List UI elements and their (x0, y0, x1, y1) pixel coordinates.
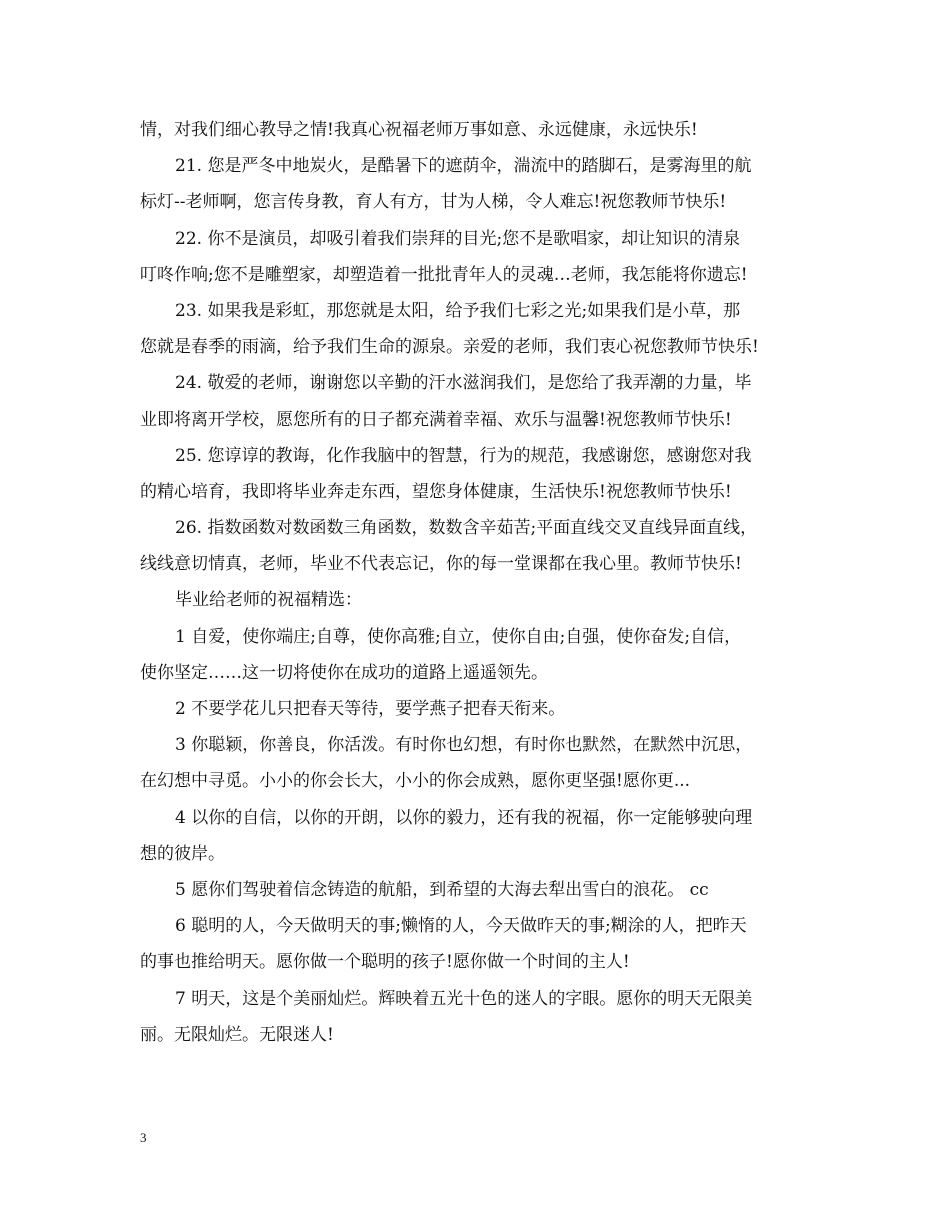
text-line: 25. 您谆谆的教诲，化作我脑中的智慧，行为的规范，我感谢您，感谢您对我 (175, 445, 752, 466)
page-number: 3 (140, 1130, 147, 1145)
text-line: 7 明天，这是个美丽灿烂。辉映着五光十色的迷人的字眼。愿你的明天无限美 (175, 988, 753, 1009)
text-line: 6 聪明的人，今天做明天的事;懒惰的人，今天做昨天的事;糊涂的人，把昨天 (175, 916, 747, 937)
text-line: 业即将离开学校，愿您所有的日子都充满着幸福、欢乐与温馨!祝您教师节快乐! (140, 409, 732, 430)
text-line: 的精心培育，我即将毕业奔走东西，望您身体健康，生活快乐!祝您教师节快乐! (140, 481, 732, 502)
text-line: 叮咚作响;您不是雕塑家，却塑造着一批批青年人的灵魂…老师，我怎能将你遗忘! (140, 264, 748, 285)
text-line: 5 愿你们驾驶着信念铸造的航船，到希望的大海去犁出雪白的浪花。 cc (175, 879, 709, 900)
text-line: 的事也推给明天。愿你做一个聪明的孩子!愿你做一个时间的主人! (140, 952, 630, 973)
text-line: 1 自爱，使你端庄;自尊，使你高雅;自立，使你自由;自强，使你奋发;自信， (175, 626, 742, 647)
document-body (140, 112, 830, 1053)
text-line: 23. 如果我是彩虹，那您就是太阳，给予我们七彩之光;如果我们是小草，那 (175, 300, 741, 321)
text-line: 标灯--老师啊，您言传身教，育人有方，甘为人梯，令人难忘!祝您教师节快乐! (140, 192, 727, 213)
text-line: 线线意切情真，老师，毕业不代表忘记，你的每一堂课都在我心里。教师节快乐! (140, 554, 742, 575)
text-line: 22. 你不是演员，却吸引着我们崇拜的目光;您不是歌唱家，却让知识的清泉 (175, 228, 741, 249)
text-line: 3 你聪颖，你善良，你活泼。有时你也幻想，有时你也默然，在默然中沉思， (175, 735, 753, 756)
text-line: 想的彼岸。 (140, 843, 225, 864)
text-line: 使你坚定……这一切将使你在成功的道路上遥遥领先。 (140, 662, 548, 683)
text-line: 4 以你的自信，以你的开朗，以你的毅力，还有我的祝福，你一定能够驶向理 (175, 807, 753, 828)
text-line: 毕业给老师的祝福精选： (175, 590, 362, 611)
text-line: 丽。无限灿烂。无限迷人! (140, 1024, 334, 1045)
text-line: 您就是春季的雨滴，给予我们生命的源泉。亲爱的老师，我们衷心祝您教师节快乐! (140, 337, 759, 358)
text-line: 情，对我们细心教导之情!我真心祝福老师万事如意、永远健康，永远快乐! (140, 120, 698, 140)
text-line: 2 不要学花儿只把春天等待，要学燕子把春天衔来。 (175, 699, 566, 719)
text-line: 26. 指数函数对数函数三角函数，数数含辛茹苦;平面直线交叉直线异面直线， (175, 518, 758, 539)
text-line: 21. 您是严冬中地炭火，是酷暑下的遮荫伞，湍流中的踏脚石，是雾海里的航 (175, 156, 752, 177)
text-line: 24. 敬爱的老师，谢谢您以辛勤的汗水滋润我们，是您给了我弄潮的力量，毕 (175, 373, 752, 394)
text-line: 在幻想中寻觅。小小的你会长大，小小的你会成熟，愿你更坚强!愿你更... (140, 771, 691, 792)
